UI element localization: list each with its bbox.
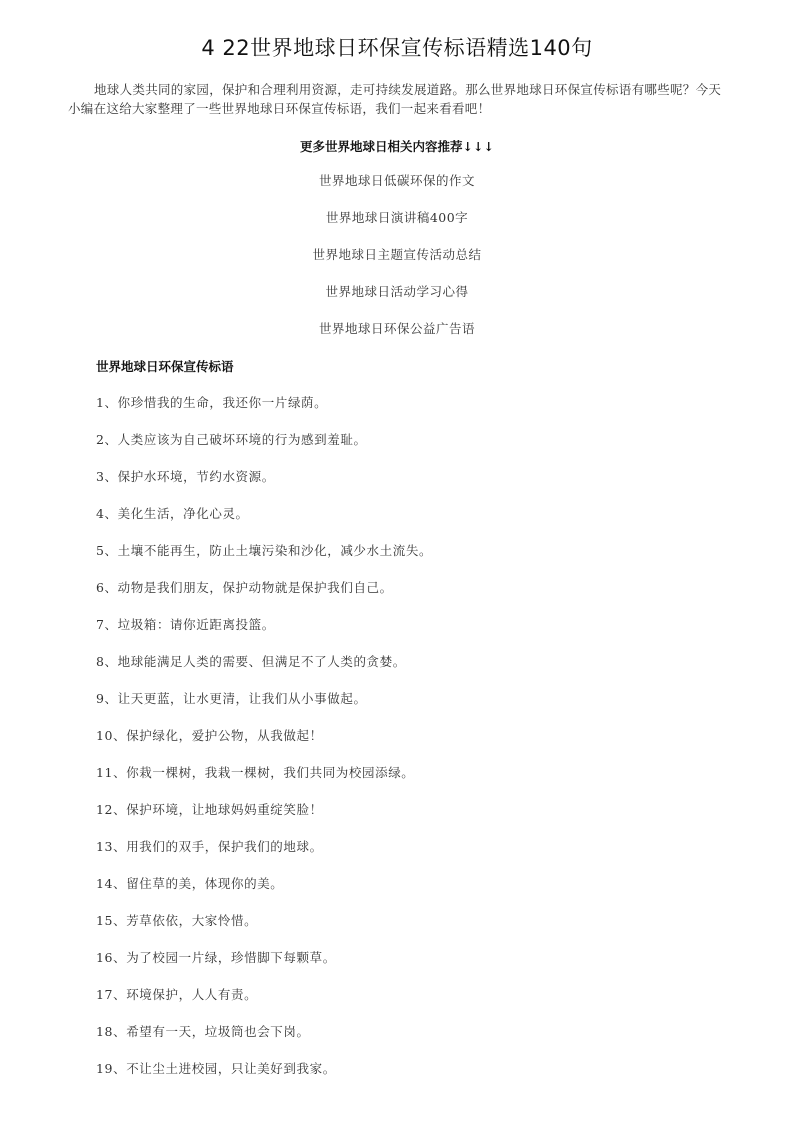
slogan-item: 15、芳草依依，大家怜惜。 [96, 913, 258, 928]
slogan-item: 10、保护绿化，爱护公物，从我做起！ [96, 728, 323, 743]
recommend-link[interactable]: 世界地球日低碳环保的作文 [318, 173, 475, 188]
recommend-link[interactable]: 世界地球日环保公益广告语 [318, 321, 475, 336]
slogan-item: 9、让天更蓝，让水更清，让我们从小事做起。 [96, 691, 367, 706]
slogan-item: 13、用我们的双手，保护我们的地球。 [96, 839, 323, 854]
slogan-item: 7、垃圾箱：请你近距离投篮。 [96, 617, 275, 632]
slogan-item: 12、保护环境，让地球妈妈重绽笑脸！ [96, 802, 323, 817]
slogan-item: 1、你珍惜我的生命，我还你一片绿荫。 [96, 395, 328, 410]
intro-paragraph: 地球人类共同的家园，保护和合理利用资源，走可持续发展道路。那么世界地球日环保宣传标语有哪些呢？今天小编在这给大家整理了一些世界地球日环保宣传标语，我们一起来看看吧！ [68, 82, 722, 116]
slogan-item: 18、希望有一天，垃圾筒也会下岗。 [96, 1024, 310, 1039]
slogan-item: 5、土壤不能再生，防止土壤污染和沙化，减少水土流失。 [96, 543, 433, 558]
slogan-item: 6、动物是我们朋友，保护动物就是保护我们自己。 [96, 580, 393, 595]
slogan-list [96, 392, 736, 1095]
page-title: 4 22世界地球日环保宣传标语精选140句 [201, 36, 593, 60]
slogan-item: 17、环境保护，人人有责。 [96, 987, 258, 1002]
slogan-item: 8、地球能满足人类的需要、但满足不了人类的贪婪。 [96, 654, 406, 669]
recommend-link[interactable]: 世界地球日主题宣传活动总结 [312, 247, 482, 262]
slogan-item: 3、保护水环境，节约水资源。 [96, 469, 275, 484]
recommend-link[interactable]: 世界地球日演讲稿400字 [325, 210, 469, 225]
slogan-item: 19、不让尘土进校园，只让美好到我家。 [96, 1061, 336, 1076]
section-heading: 世界地球日环保宣传标语 [96, 359, 234, 374]
slogan-item: 2、人类应该为自己破坏环境的行为感到羞耻。 [96, 432, 367, 447]
slogan-item: 4、美化生活，净化心灵。 [96, 506, 249, 521]
slogan-item: 11、你栽一棵树，我栽一棵树，我们共同为校园添绿。 [96, 765, 415, 780]
slogan-item: 14、留住草的美，体现你的美。 [96, 876, 284, 891]
slogan-item: 16、为了校园一片绿，珍惜脚下每颗草。 [96, 950, 336, 965]
recommend-link-list [0, 170, 794, 355]
recommend-link[interactable]: 世界地球日活动学习心得 [325, 284, 469, 299]
recommend-heading: 更多世界地球日相关内容推荐↓↓↓ [300, 139, 494, 154]
